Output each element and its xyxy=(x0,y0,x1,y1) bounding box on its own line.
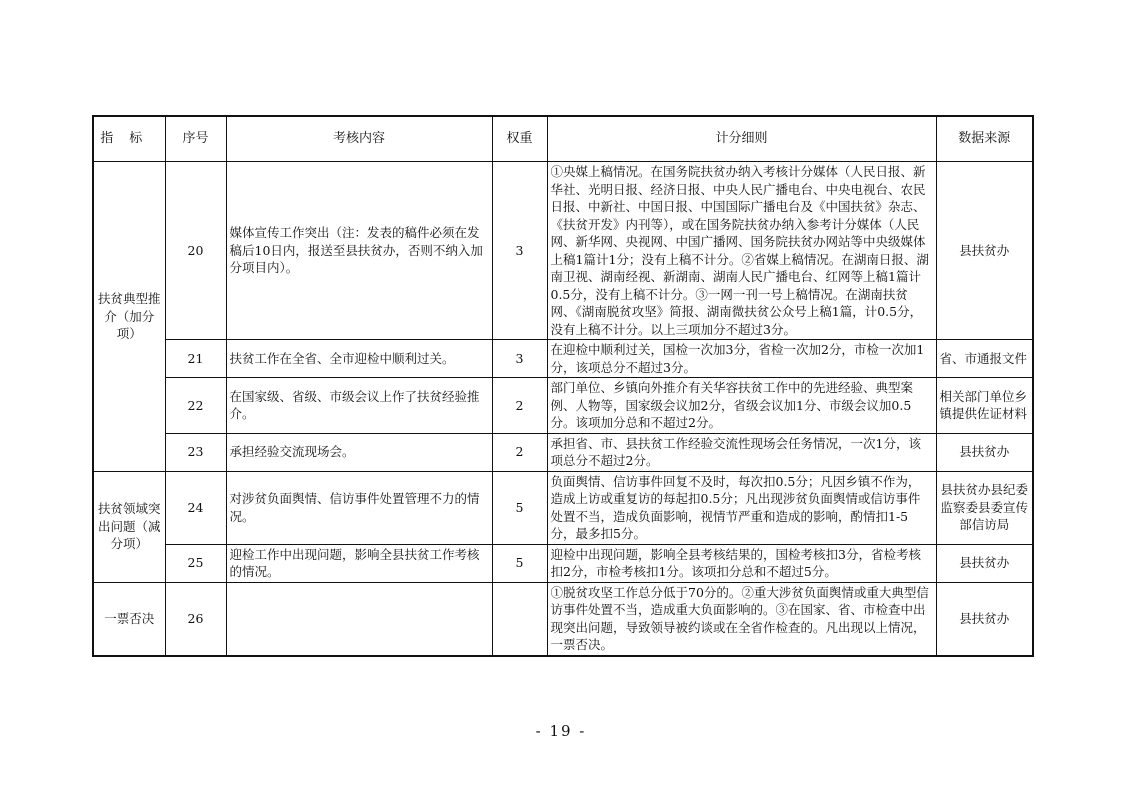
header-source: 数据来源 xyxy=(936,116,1033,162)
header-detail: 计分细则 xyxy=(547,116,936,162)
row-seq: 25 xyxy=(165,544,226,582)
table-row xyxy=(93,544,1033,582)
table-row xyxy=(93,471,1033,544)
row-seq: 20 xyxy=(165,162,226,340)
row-weight: 3 xyxy=(492,340,547,378)
row-content: 媒体宣传工作突出（注：发表的稿件必须在发稿后10日内，报送至县扶贫办，否则不纳入加分项目内）。 xyxy=(226,162,492,340)
row-weight: 2 xyxy=(492,433,547,471)
row-detail: 在迎检中顺利过关，国检一次加3分，省检一次加2分，市检一次加1分，该项总分不超过3分。 xyxy=(547,340,936,378)
row-weight: 2 xyxy=(492,378,547,434)
table-row xyxy=(93,378,1033,434)
assessment-table xyxy=(92,115,1034,657)
group-label-bonus: 扶贫典型推介（加分项） xyxy=(93,162,165,472)
row-weight xyxy=(492,582,547,656)
row-source: 相关部门单位乡镇提供佐证材料 xyxy=(936,378,1033,434)
header-weight: 权重 xyxy=(492,116,547,162)
header-content: 考核内容 xyxy=(226,116,492,162)
row-source: 县扶贫办 xyxy=(936,162,1033,340)
row-source: 县扶贫办 xyxy=(936,582,1033,656)
row-detail: 迎检中出现问题，影响全县考核结果的，国检考核扣3分，省检考核扣2分，市检考核扣1分。该项扣分总和不超过5分。 xyxy=(547,544,936,582)
row-detail: 承担省、市、县扶贫工作经验交流性现场会任务情况，一次1分，该项总分不超过2分。 xyxy=(547,433,936,471)
row-detail: ①央媒上稿情况。在国务院扶贫办纳入考核计分媒体（人民日报、新华社、光明日报、经济日报、中央人民广播电台、中央电视台、农民日报、中新社、中国日报、中国国际广播电台及《中国扶贫》杂志、《扶贫开发》内刊等），或在国务院扶贫办纳入参考计分媒体（人民网、新华网、央视网、中国广播网、国务院扶贫办网站等中央级媒体上稿1篇计1分；没有上稿不计分。②省媒上稿情况。在湖南日报、湖南卫视、湖南经视、新湖南、湖南人民广播电台、红网等上稿1篇计0.5分，没有上稿不计分。③一网一刊一号上稿情况。在湖南扶贫网、《湖南脱贫攻坚》简报、湖南微扶贫公众号上稿1篇，计0.5分，没有上稿不计分。以上三项加分不超过3分。 xyxy=(547,162,936,340)
header-seq: 序号 xyxy=(165,116,226,162)
table-row xyxy=(93,340,1033,378)
page-number: - 19 - xyxy=(535,722,587,740)
row-source: 县扶贫办 xyxy=(936,433,1033,471)
row-seq: 24 xyxy=(165,471,226,544)
row-content: 迎检工作中出现问题，影响全县扶贫工作考核的情况。 xyxy=(226,544,492,582)
row-seq: 23 xyxy=(165,433,226,471)
table-row xyxy=(93,433,1033,471)
header-indicator: 指标 xyxy=(93,116,165,162)
row-seq: 22 xyxy=(165,378,226,434)
group-label-veto: 一票否决 xyxy=(93,582,165,656)
row-content xyxy=(226,582,492,656)
table-header-row xyxy=(93,116,1033,162)
row-seq: 26 xyxy=(165,582,226,656)
row-weight: 5 xyxy=(492,544,547,582)
row-content: 对涉贫负面舆情、信访事件处置管理不力的情况。 xyxy=(226,471,492,544)
row-weight: 5 xyxy=(492,471,547,544)
table-row xyxy=(93,162,1033,340)
row-seq: 21 xyxy=(165,340,226,378)
row-source: 县扶贫办县纪委监察委县委宣传部信访局 xyxy=(936,471,1033,544)
row-content: 扶贫工作在全省、全市迎检中顺利过关。 xyxy=(226,340,492,378)
row-detail: 部门单位、乡镇向外推介有关华容扶贫工作中的先进经验、典型案例、人物等，国家级会议加2分，省级会议加1分、市级会议加0.5分。该项加分总和不超过2分。 xyxy=(547,378,936,434)
group-label-penalty: 扶贫领域突出问题（减分项） xyxy=(93,471,165,582)
row-detail: ①脱贫攻坚工作总分低于70分的。②重大涉贫负面舆情或重大典型信访事件处置不当，造成重大负面影响的。③在国家、省、市检查中出现突出问题，导致领导被约谈或在全省作检查的。凡出现以上情况，一票否决。 xyxy=(547,582,936,656)
row-detail: 负面舆情、信访事件回复不及时，每次扣0.5分；凡因乡镇不作为，造成上访或重复访的每起扣0.5分；凡出现涉贫负面舆情或信访事件处置不当，造成负面影响，视情节严重和造成的影响，酌情扣1-5分，最多扣5分。 xyxy=(547,471,936,544)
row-content: 在国家级、省级、市级会议上作了扶贫经验推介。 xyxy=(226,378,492,434)
row-weight: 3 xyxy=(492,162,547,340)
table-row xyxy=(93,582,1033,656)
row-source: 省、市通报文件 xyxy=(936,340,1033,378)
row-content: 承担经验交流现场会。 xyxy=(226,433,492,471)
row-source: 县扶贫办 xyxy=(936,544,1033,582)
